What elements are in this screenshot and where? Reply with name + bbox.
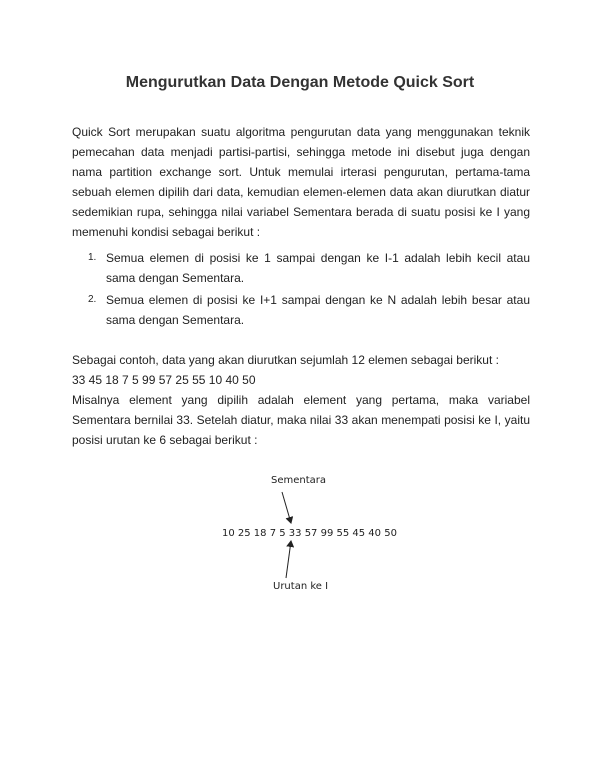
diagram-sorted-sequence: 10 25 18 7 5 33 57 99 55 45 40 50 (222, 528, 397, 539)
example-data-sequence: 33 45 18 7 5 99 57 25 55 10 40 50 (72, 373, 256, 387)
diagram-label-sementara: Sementara (271, 475, 327, 486)
diagram-label-urutan: Urutan ke I (273, 581, 329, 592)
list-item (72, 248, 530, 288)
example-intro: Sebagai contoh, data yang akan diurutkan sejumlah 12 elemen sebagai berikut : (72, 353, 499, 367)
arrow-sementara-to-pivot (282, 492, 291, 523)
rules-list (72, 248, 530, 332)
list-number: 2. (88, 294, 97, 305)
intro-paragraph: Quick Sort merupakan suatu algoritma pengurutan data yang menggunakan teknik pemecahan data menjadi partisi-partisi, sehingga metode ini disebut juga dengan nama partition exchange sort. Untuk memulai irterasi pengurutan, pertama-tama sebuah elemen dipilih dari data, kemudian elemen-elemen data akan diurutkan diatur sedemikian rupa, sehingga nilai variabel Sementara berada di suatu posisi ke I yang memenuhi kondisi sebagai berikut : (72, 125, 530, 239)
list-item (72, 290, 530, 330)
example-section (72, 350, 530, 450)
example-explanation: Misalnya element yang dipilih adalah element yang pertama, maka variabel Sementara bernilai 33. Setelah diatur, maka nilai 33 akan menempati posisi ke I, yaitu posisi urutan ke 6 sebagai berikut : (72, 393, 530, 447)
list-text: Semua elemen di posisi ke 1 sampai dengan ke I-1 adalah lebih kecil atau sama dengan Sementara. (106, 251, 530, 285)
list-number: 1. (88, 252, 97, 263)
page-title: Mengurutkan Data Dengan Metode Quick Sort (125, 74, 475, 91)
arrow-urutan-to-pivot (286, 541, 291, 578)
list-text: Semua elemen di posisi ke I+1 sampai dengan ke N adalah lebih besar atau sama dengan Sementara. (106, 293, 530, 327)
